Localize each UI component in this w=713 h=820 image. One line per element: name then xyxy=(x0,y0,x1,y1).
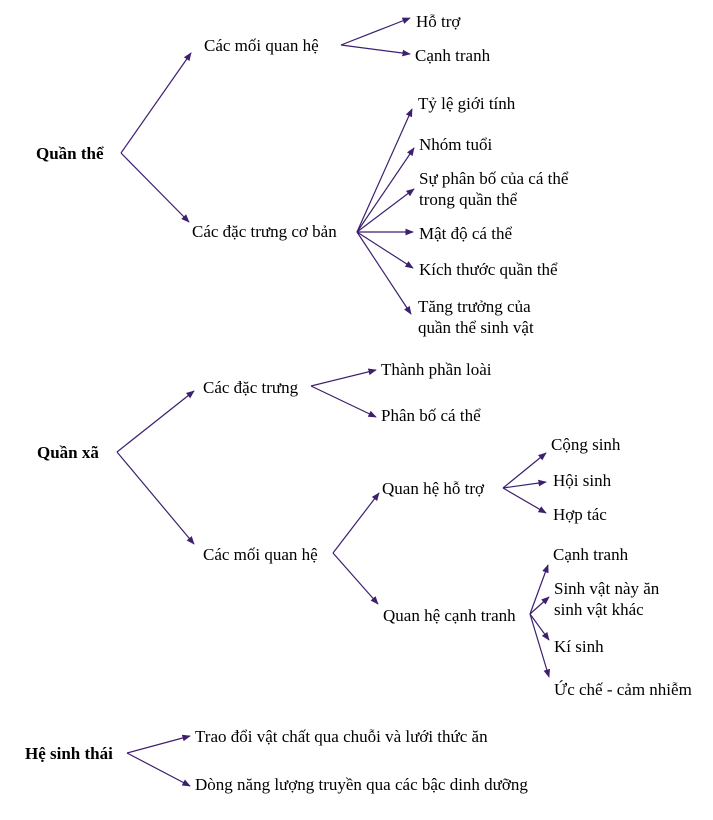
community-traits-to-species-arrow xyxy=(311,370,376,386)
support-relations-node: Quan hệ hỗ trợ xyxy=(382,479,484,498)
community-root-to-relations-arrow xyxy=(117,452,194,544)
density-node: Mật độ cá thể xyxy=(419,224,512,243)
predation-node-line2: sinh vật khác xyxy=(554,600,644,619)
species-composition-node: Thành phần loài xyxy=(381,360,492,379)
predation-node-line1: Sinh vật này ăn xyxy=(554,579,660,598)
growth-node-line2: quần thể sinh vật xyxy=(418,318,534,337)
symbiosis-node: Cộng sinh xyxy=(551,435,621,454)
traits-to-growth-arrow xyxy=(357,232,411,314)
competition-to-parasitism-arrow xyxy=(530,614,549,640)
ecosystem-root: Hệ sinh thái xyxy=(25,744,113,763)
community-traits-node: Các đặc trưng xyxy=(203,378,299,397)
growth-node-line1: Tăng trưởng của xyxy=(418,297,531,316)
population-root-to-traits-arrow xyxy=(121,153,189,222)
parasitism-node: Kí sinh xyxy=(554,637,604,656)
sex-ratio-node: Tỷ lệ giới tính xyxy=(418,94,516,113)
competition-leaf-node: Cạnh tranh xyxy=(553,545,629,564)
support-to-cooperation-arrow xyxy=(503,488,546,513)
cooperation-node: Hợp tác xyxy=(553,505,607,524)
age-groups-node: Nhóm tuổi xyxy=(419,135,493,154)
community-root: Quần xã xyxy=(37,443,99,462)
population-size-node: Kích thước quần thể xyxy=(419,260,558,279)
individual-distribution-node: Phân bố cá thể xyxy=(381,406,481,425)
competition-relations-node: Quan hệ cạnh tranh xyxy=(383,606,516,625)
community-relations-to-support-arrow xyxy=(333,493,379,553)
population-support-node: Hỗ trợ xyxy=(416,12,461,31)
population-root: Quần thể xyxy=(36,144,104,163)
community-root-to-traits-arrow xyxy=(117,391,194,452)
competition-to-inhibition-arrow xyxy=(530,614,549,677)
inhibition-node: Ức chế - cảm nhiễm xyxy=(554,680,692,699)
population-competition-node: Cạnh tranh xyxy=(415,46,491,65)
community-relations-node: Các mối quan hệ xyxy=(203,545,318,564)
traits-to-distribution-arrow xyxy=(357,189,414,232)
population-traits-node: Các đặc trưng cơ bản xyxy=(192,222,337,241)
population-relations-node: Các mối quan hệ xyxy=(204,36,319,55)
community-relations-to-compet-arrow xyxy=(333,553,378,604)
relations-to-support-arrow xyxy=(341,18,410,45)
community-traits-to-distrib-arrow xyxy=(311,386,376,417)
energy-flow-node: Dòng năng lượng truyền qua các bậc dinh dưỡng xyxy=(195,775,528,794)
traits-to-age-groups-arrow xyxy=(357,148,414,232)
distribution-node-line2: trong quần thể xyxy=(419,190,518,209)
relations-to-competition-arrow xyxy=(341,45,410,54)
matter-exchange-node: Trao đổi vật chất qua chuỗi và lưới thức ăn xyxy=(195,727,488,746)
traits-to-sex-ratio-arrow xyxy=(357,109,412,232)
distribution-node-line1: Sự phân bố của cá thể xyxy=(419,169,569,188)
ecosystem-root-to-energy-arrow xyxy=(127,753,190,786)
population-root-to-relations-arrow xyxy=(121,53,191,153)
commensalism-node: Hội sinh xyxy=(553,471,612,490)
traits-to-size-arrow xyxy=(357,232,413,268)
ecosystem-root-to-matter-arrow xyxy=(127,736,190,753)
